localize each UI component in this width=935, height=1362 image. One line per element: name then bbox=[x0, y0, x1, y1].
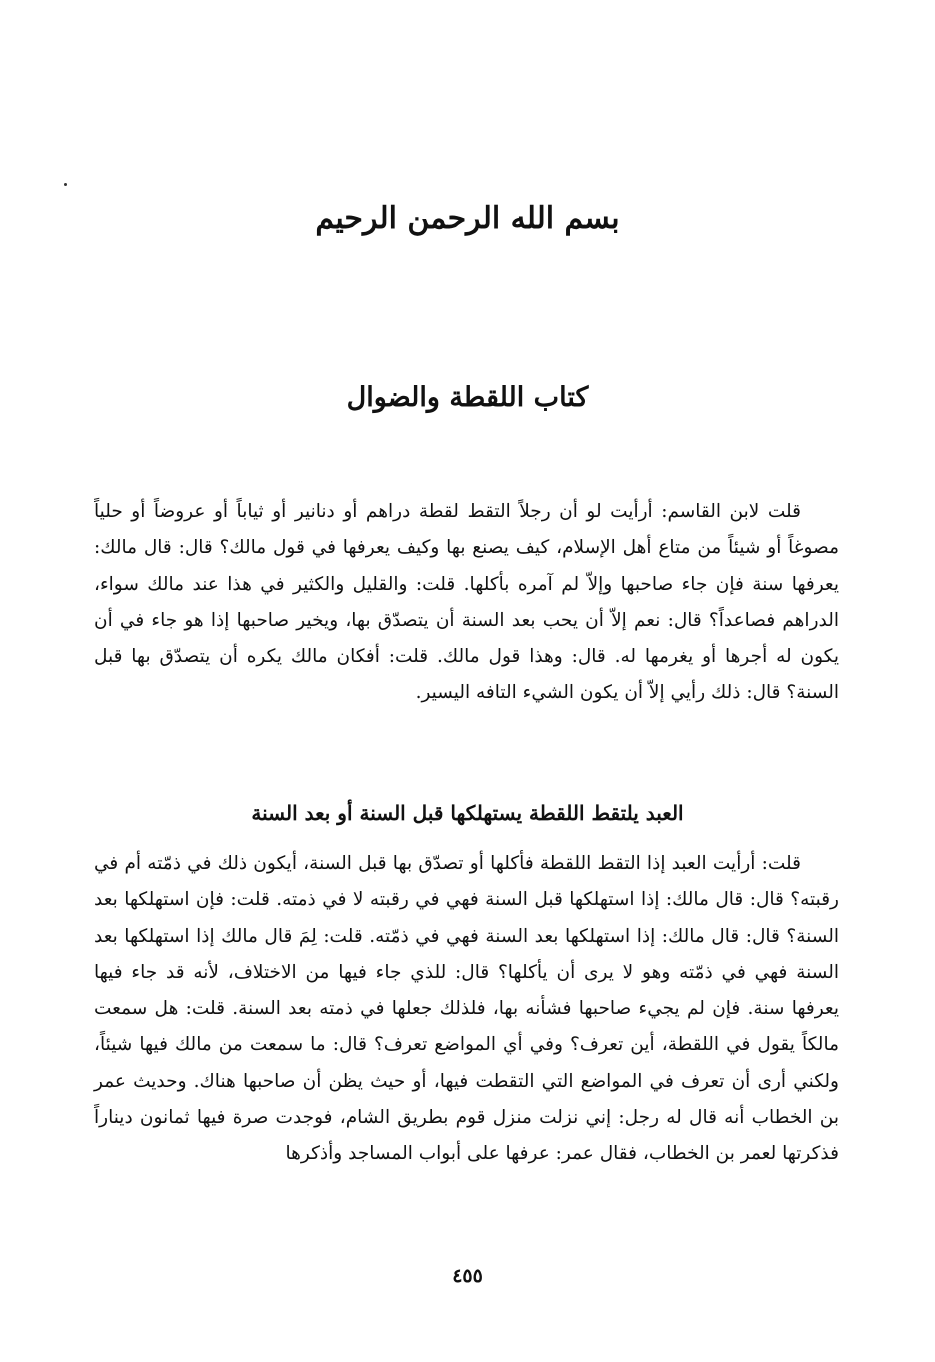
scan-speck-mark bbox=[64, 183, 67, 186]
paragraph-opening-question: قلت لابن القاسم: أرأيت لو أن رجلاً التقط لقطة دراهم أو دنانير أو ثياباً أو عروضاً أو حلياً مصوغاً أو شيئاً من متاع أهل الإسلام، كيف يصنع بها وكيف يعرفها في قول مالك؟ قال: قال مالك: يعرفها سنة فإن جاء صاحبها وإلاّ لم آمره بأكلها. قلت: والقليل والكثير في هذا عند مالك سواء، الدراهم فصاعداً؟ قال: نعم إلاّ أن يحب بعد السنة أن يتصدّق بها، ويخير صاحبها إذا هو جاء في أن يكون له أجرها أو يغرمها له. قال: وهذا قول مالك. قلت: أفكان مالك يكره أن يتصدّق بها قبل السنة؟ قال: ذلك رأيي إلاّ أن يكون الشيء التافه اليسير. bbox=[94, 501, 839, 704]
book-title: كتاب اللقطة والضوال bbox=[346, 382, 589, 413]
section-heading: العبد يلتقط اللقطة يستهلكها قبل السنة أو بعد السنة bbox=[251, 801, 684, 825]
basmala-heading: بسم الله الرحمن الرحيم bbox=[315, 201, 620, 236]
page-number: ٤٥٥ bbox=[452, 1265, 483, 1287]
paragraph-slave-finder: قلت: أرأيت العبد إذا التقط اللقطة فأكلها أو تصدّق بها قبل السنة، أيكون ذلك في ذمّته أم في رقبته؟ قال: قال مالك: إذا استهلكها قبل السنة فهي في رقبته لا في ذمته. قلت: فإن استهلكها بعد السنة؟ قال: قال مالك: إذا استهلكها بعد السنة فهي في ذمّته. قلت: لِمَ قال مالك إذا استهلكها بعد السنة فهي في ذمّته وهو لا يرى أن يأكلها؟ قال: للذي جاء فيها من الاختلاف، لأنه قد جاء فيها يعرفها سنة. فإن لم يجيء صاحبها فشأنه بها، فلذلك جعلها في ذمته بعد السنة. قلت: هل سمعت مالكاً يقول في اللقطة، أين تعرف؟ وفي أي المواضع تعرف؟ قال: ما سمعت من مالك فيها شيئاً، ولكني أرى أن تعرف في المواضع التي التقطت فيها، أو حيث يظن أن صاحبها هناك. وحديث عمر بن الخطاب أنه قال له رجل: إني نزلت منزل قوم بطريق الشام، فوجدت صرة فيها ثمانون ديناراً فذكرتها لعمر بن الخطاب، فقال عمر: عرفها على أبواب المساجد وأذكرها bbox=[94, 853, 839, 1165]
